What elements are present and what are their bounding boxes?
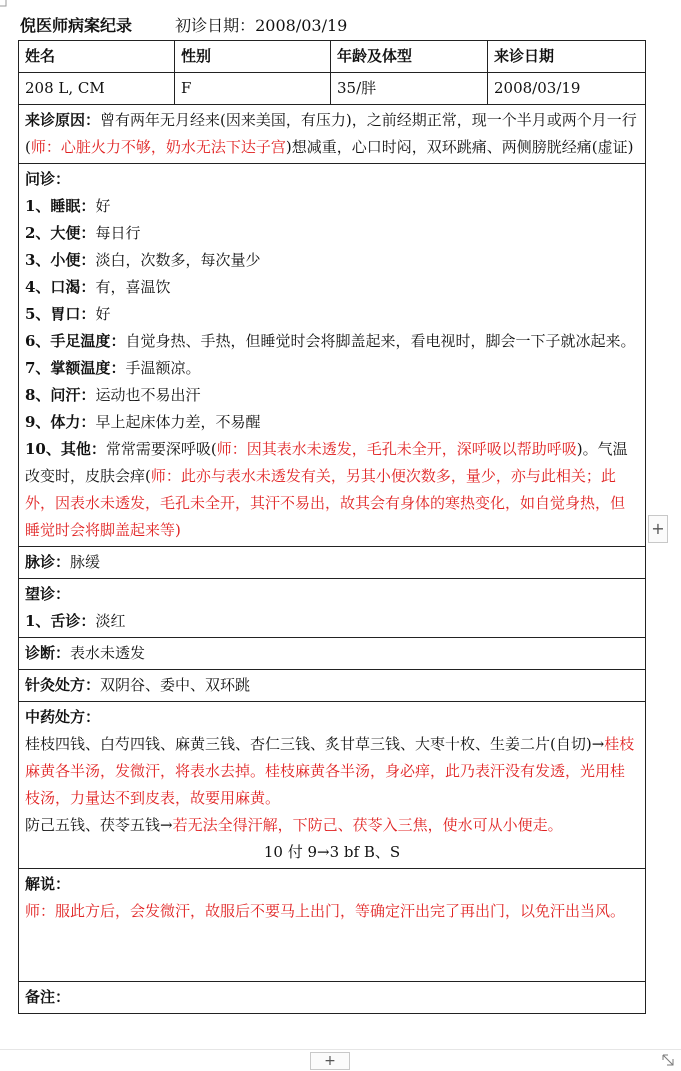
first-visit-date: 2008/03/19	[255, 16, 348, 35]
diagnosis-cell	[19, 638, 646, 670]
inquiry-item-label: 6、手足温度：	[25, 332, 126, 350]
observation-row	[19, 579, 646, 638]
medical-record-table	[18, 40, 646, 1014]
patient-age-body: 35/胖	[331, 73, 488, 105]
inquiry-item	[25, 193, 639, 220]
dosage-line: 10 付 9→3 bf B、S	[263, 843, 401, 861]
arrow-icon: →	[591, 735, 605, 753]
inquiry-item-text: 早上起床体力差，不易醒	[95, 413, 261, 431]
inquiry-label: 问诊：	[25, 170, 71, 188]
observation-cell	[19, 579, 646, 638]
header-name: 姓名	[19, 41, 175, 73]
inquiry-item	[25, 247, 639, 274]
inquiry-item-label: 9、体力：	[25, 413, 96, 431]
patient-visit-date: 2008/03/19	[488, 73, 646, 105]
patient-gender: F	[175, 73, 331, 105]
header-visit-date: 来诊日期	[488, 41, 646, 73]
observation-label: 望诊：	[25, 585, 71, 603]
table-header-row	[19, 41, 646, 73]
acupuncture-label: 针灸处方：	[25, 676, 101, 694]
prescription-2: 防己五钱、茯苓五钱	[25, 816, 161, 834]
reason-text: 曾有两年无月经来(因来美国，有压力)，之前经期正常，现一个半月或两个月一行(	[25, 111, 637, 156]
inquiry-item	[25, 409, 639, 436]
remarks-cell	[19, 982, 646, 1014]
header-age-body: 年龄及体型	[331, 41, 488, 73]
prescription-1: 桂枝四钱、白芍四钱、麻黄三钱、杏仁三钱、炙甘草三钱、大枣十枚、生姜二片(自切)	[25, 735, 592, 753]
inquiry-item-text: 好	[95, 305, 111, 323]
inquiry-item	[25, 274, 639, 301]
prescription-2-note: 若无法全得汗解，下防己、茯苓入三焦，使水可从小便走。	[172, 816, 563, 834]
reason-label: 来诊原因：	[25, 111, 101, 129]
explanation-row	[19, 869, 646, 982]
inquiry-item-text: 好	[95, 197, 111, 215]
explanation-cell	[19, 869, 646, 982]
inquiry-item-text: 运动也不易出汗	[95, 386, 201, 404]
inquiry-item-text: 有，喜温饮	[95, 278, 171, 296]
inquiry-row	[19, 164, 646, 547]
herbal-cell	[19, 702, 646, 869]
acupuncture-row	[19, 670, 646, 702]
pulse-row	[19, 547, 646, 579]
reason-cell	[19, 105, 646, 164]
note-close-paren: )	[175, 521, 181, 539]
inquiry-item-text: 自觉身热、手热，但睡觉时会将脚盖起来，看电视时，脚会一下子就冰起来。	[125, 332, 636, 350]
inquiry-item-label: 10、其他：	[25, 440, 106, 458]
remarks-label: 备注：	[25, 988, 71, 1006]
diagnosis-text: 表水未透发	[70, 644, 146, 662]
prescription-1-note: 桂枝麻黄各半汤，发微汗，将表水去掉。桂枝麻黄各半汤，身必痒，此乃表汗没有发透，光用桂枝汤，力量达不到皮表，故要用麻黄。	[25, 735, 635, 807]
teacher-note: 师：因其表水未透发，毛孔未全开，深呼吸以帮助呼吸	[216, 440, 577, 458]
diagnosis-row	[19, 638, 646, 670]
header-gender: 性别	[175, 41, 331, 73]
inquiry-item-label: 2、大便：	[25, 224, 96, 242]
add-row-button[interactable]: +	[310, 1052, 350, 1070]
inquiry-cell	[19, 164, 646, 547]
pulse-text: 脉缓	[70, 553, 101, 571]
acupuncture-text: 双阴谷、委中、双环跳	[100, 676, 251, 694]
reason-text-2: )想减重，心口时闷，双环跳痛、两侧膀胱经痛(虚证)	[285, 138, 634, 156]
inquiry-item-text: 常常需要深呼吸(	[105, 440, 217, 458]
inquiry-item	[25, 355, 639, 382]
pulse-label: 脉诊：	[25, 553, 71, 571]
patient-name: 208 L, CM	[19, 73, 175, 105]
inquiry-item-text: 淡白，次数多，每次量少	[95, 251, 261, 269]
explanation-label: 解说：	[25, 875, 71, 893]
corner-crop-icon	[0, 0, 14, 14]
inquiry-item-label: 1、睡眠：	[25, 197, 96, 215]
record-header	[20, 12, 640, 40]
inquiry-item-label: 8、问汗：	[25, 386, 96, 404]
inquiry-item-other	[25, 436, 639, 544]
inquiry-item-text: )。气温改变时，皮肤会痒(	[25, 440, 628, 485]
inquiry-item	[25, 328, 639, 355]
inquiry-item-label: 5、胃口：	[25, 305, 96, 323]
first-visit-label: 初诊日期：	[175, 16, 256, 35]
inquiry-item	[25, 301, 639, 328]
arrow-icon: →	[160, 816, 173, 834]
inquiry-item	[25, 382, 639, 409]
explanation-text: 师：服此方后，会发微汗，故服后不要马上出门，等确定汗出完了再出门，以免汗出当风。	[25, 902, 626, 920]
pulse-cell	[19, 547, 646, 579]
diagnosis-label: 诊断：	[25, 644, 71, 662]
reason-teacher-note: 师：心脏火力不够，奶水无法下达子宫	[30, 138, 286, 156]
inquiry-item-label: 7、掌额温度：	[25, 359, 126, 377]
resize-handle-icon[interactable]	[661, 1053, 675, 1067]
patient-row	[19, 73, 646, 105]
remarks-row	[19, 982, 646, 1014]
acupuncture-cell	[19, 670, 646, 702]
record-title: 倪医师病案纪录	[20, 16, 133, 35]
inquiry-item-label: 3、小便：	[25, 251, 96, 269]
inquiry-item-label: 4、口渴：	[25, 278, 96, 296]
page-break-line	[0, 1049, 681, 1050]
teacher-note: 师：此亦与表水未透发有关，另其小便次数多，量少，亦与此相关；此外，因表水未透发，毛孔未全开，其汗不易出，故其会有身体的寒热变化，如自觉身热，但睡觉时会将脚盖起来等	[25, 467, 626, 539]
herbal-row	[19, 702, 646, 869]
herbal-label: 中药处方：	[25, 708, 101, 726]
tongue-label: 1、舌诊：	[25, 612, 96, 630]
add-column-button[interactable]: +	[648, 515, 668, 543]
inquiry-item-text: 手温额凉。	[125, 359, 201, 377]
inquiry-item	[25, 220, 639, 247]
inquiry-item-text: 每日行	[95, 224, 141, 242]
tongue-text: 淡红	[95, 612, 126, 630]
reason-row	[19, 105, 646, 164]
